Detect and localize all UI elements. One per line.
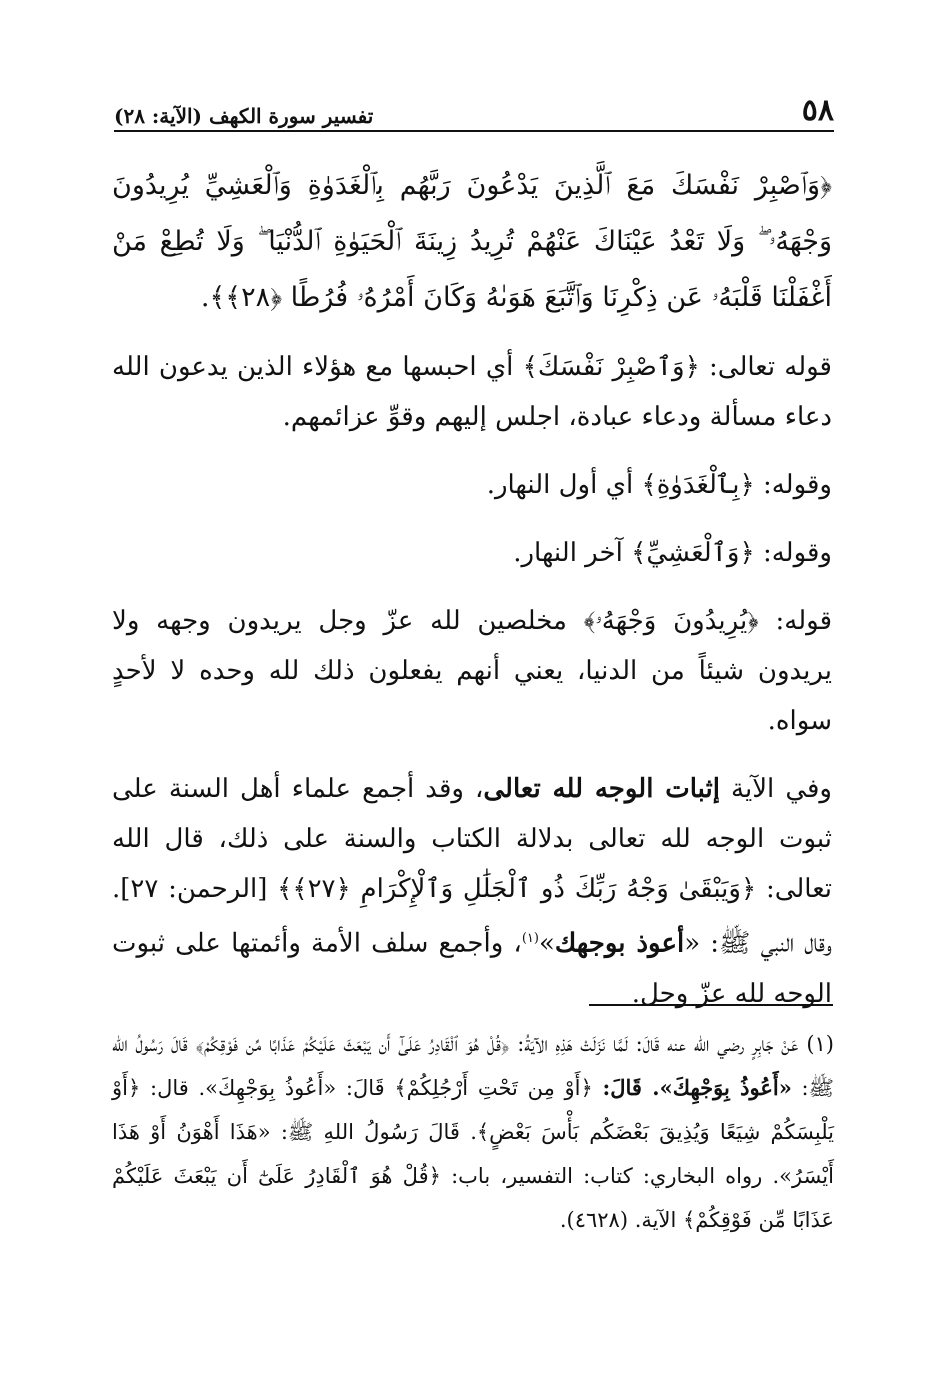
paragraph-5 (112, 764, 832, 1019)
verse-text: ﴿وَٱصْبِرْ نَفْسَكَ مَعَ ٱلَّذِينَ يَدْعُونَ رَبَّهُم بِٱلْغَدَوٰةِ وَٱلْعَشِيِّ يُرِيدُونَ وَجْهَهُۥ ۖ وَلَا تَعْدُ عَيْنَاكَ عَنْهُمْ تُرِيدُ زِينَةَ ٱلْحَيَوٰةِ ٱلدُّنْيَا ۖ وَلَا تُطِعْ مَنْ أَغْفَلْنَا قَلْبَهُۥ عَن ذِكْرِنَا وَٱتَّبَعَ هَوَىٰهُ وَكَانَ أَمْرُهُۥ فُرُطًا ﴿٢٨﴾﴾. (112, 170, 832, 313)
para-lead: قوله: (758, 606, 833, 636)
para-lead: وفي الآية (719, 774, 832, 804)
para-text: ، وقد أجمع علماء أهل السنة على ثبوت الوجه لله تعالى بدلالة الكتاب والسنة على ذلك، قال الله تعالى: (112, 774, 832, 904)
para-text: ، وأجمع سلف الأمة وأئمتها على ثبوت الوجه لله عزّ وجل. (112, 928, 832, 1009)
footnote-marker: (١) (806, 1032, 834, 1056)
para-lead: قوله تعالى: (699, 352, 832, 382)
quote: ﴿وَٱلْعَشِيِّ﴾ (631, 538, 755, 568)
para-lead: وقوله: (754, 538, 832, 568)
page-body (112, 158, 832, 1019)
footnote-bold: «أَعُوذُ بِوَجْهِكَ». قَالَ: (602, 1075, 792, 1100)
quran-verse (112, 158, 832, 326)
quote: ﴿وَٱصْبِرْ نَفْسَكَ﴾ (522, 352, 700, 382)
footnote-text: عَنْ جَابِرٍ رضي الله عنه قَالَ: لَمَّا نَزَلَتْ هَذِهِ الآيَةُ: ﴿قُلْ هُوَ ٱلْقَادِرُ عَلَىٰٓ أَن يَبْعَثَ عَلَيْكُمْ عَذَابًا مِّن فَوْقِكُمْ﴾ قَالَ رَسُولُ الله ﷺ: (112, 1032, 834, 1100)
quote: ﴿بِٱلْغَدَوٰةِ﴾ (641, 470, 755, 500)
quote: ﴿يُرِيدُونَ وَجْهَهُۥ﴾ (583, 606, 759, 636)
para-text: آخر النهار. (513, 538, 632, 568)
page-number: ٥٨ (801, 93, 834, 128)
hadith-phrase: أعوذ بوجهك (554, 928, 685, 959)
para-lead: وقوله: (754, 470, 832, 500)
footnote-ref[interactable]: (١) (521, 931, 539, 946)
running-title: تفسير سورة الكهف (الآية: ٢٨) (114, 104, 374, 128)
paragraph-3 (112, 528, 832, 578)
para-text: مخلصين لله عزّ وجل يريدون وجهه ولا يريدون شيئاً من الدنيا، يعني أنهم يفعلون ذلك لله وحده لا لأحدٍ سواه. (112, 606, 832, 736)
reference-text: [الرحمن: ٢٧]. وقال النبي ﷺ: « (112, 874, 832, 959)
page-header (114, 88, 834, 132)
bold-phrase: إثبات الوجه لله تعالى (483, 774, 720, 804)
footnote-separator (589, 1004, 833, 1006)
para-text: أي احبسها مع هؤلاء الذين يدعون الله دعاء مسألة ودعاء عبادة، اجلس إليهم وقوِّ عزائمهم. (112, 352, 832, 432)
footnote-text: ﴿أَوْ مِن تَحْتِ أَرْجُلِكُمْ﴾ قَالَ: «أَعُوذُ بِوَجْهِكَ». قال: ﴿أَوْ يَلْبِسَكُمْ شِيَعًا وَيُذِيقَ بَعْضَكُم بَأْسَ بَعْضٍ﴾. قَالَ رَسُولُ اللهِ ﷺ: «هَذَا أَهْوَنُ أَوْ هَذَا أَيْسَرُ». رواه البخاري: كتاب: التفسير، باب: ﴿قُلْ هُوَ ٱلْقَادِرُ عَلَىٰٓ أَن يَبْعَثَ عَلَيْكُمْ عَذَابًا مِّن فَوْقِكُمْ﴾ الآية. (٤٦٢٨). (112, 1076, 834, 1232)
para-text: أي أول النهار. (486, 470, 642, 500)
paragraph-2 (112, 460, 832, 510)
quote: ﴿وَيَبْقَىٰ وَجْهُ رَبِّكَ ذُو ٱلْجَلَٰلِ وَٱلْإِكْرَامِ ﴿٢٧﴾﴾ (277, 874, 757, 904)
quote-close: » (538, 928, 555, 959)
paragraph-4 (112, 596, 832, 746)
footnote (112, 1022, 834, 1242)
paragraph-1 (112, 342, 832, 442)
